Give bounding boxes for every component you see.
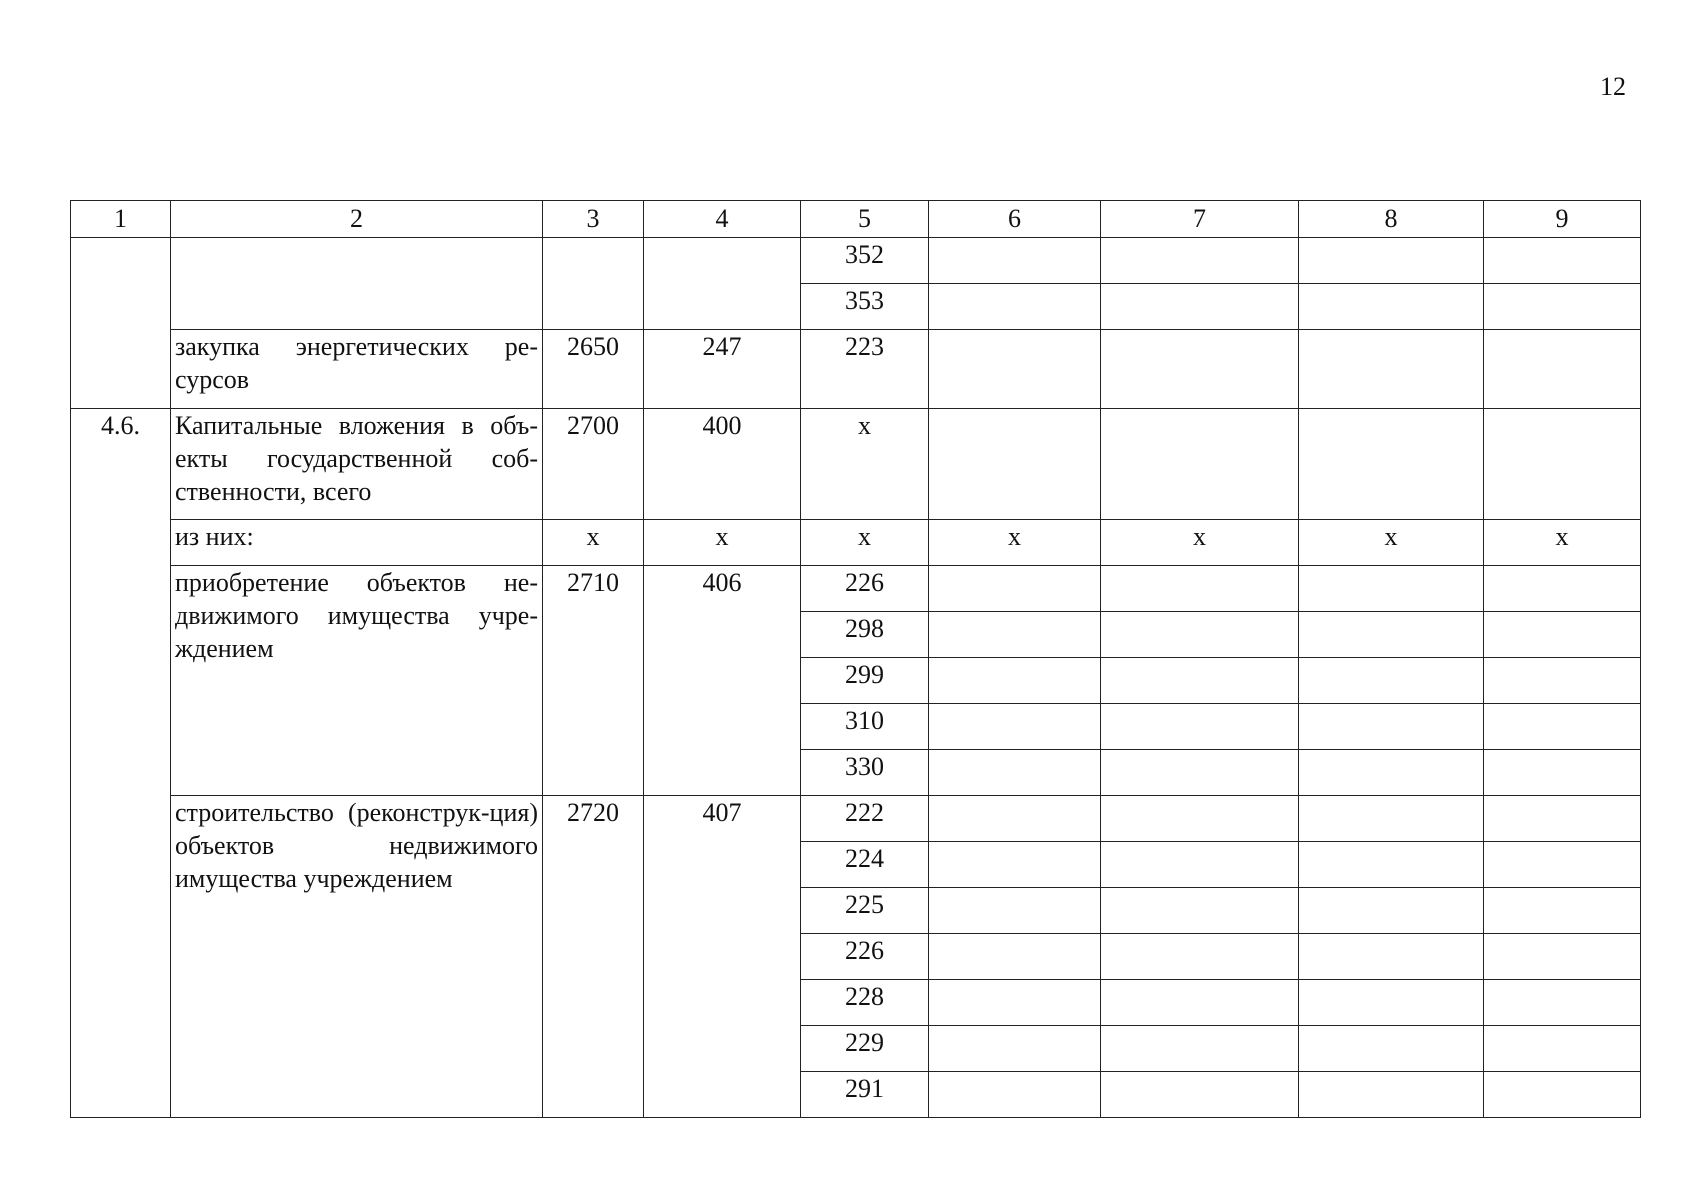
cell-empty bbox=[1101, 1026, 1299, 1072]
cell-code: 228 bbox=[801, 980, 929, 1026]
cell-capital-c5: х bbox=[801, 409, 929, 520]
cell-x: х bbox=[1484, 520, 1641, 566]
cell-energy-c3: 2650 bbox=[543, 330, 644, 409]
cell-empty bbox=[929, 330, 1101, 409]
cell-empty bbox=[1299, 284, 1484, 330]
cell-code: 291 bbox=[801, 1072, 929, 1118]
cell-code: 226 bbox=[801, 566, 929, 612]
cell-code: 298 bbox=[801, 612, 929, 658]
header-cell-7: 7 bbox=[1101, 201, 1299, 238]
cell-empty bbox=[1299, 934, 1484, 980]
header-cell-1: 1 bbox=[71, 201, 171, 238]
cell-empty bbox=[1101, 238, 1299, 284]
cell-empty bbox=[1484, 704, 1641, 750]
cell-empty bbox=[1299, 409, 1484, 520]
cell-empty bbox=[1101, 612, 1299, 658]
cell-empty bbox=[1101, 934, 1299, 980]
cell-empty bbox=[929, 409, 1101, 520]
cell-empty bbox=[929, 796, 1101, 842]
cell-empty bbox=[1101, 842, 1299, 888]
cell-empty bbox=[1101, 658, 1299, 704]
cell-empty bbox=[929, 566, 1101, 612]
cell-empty bbox=[1299, 1072, 1484, 1118]
header-cell-5: 5 bbox=[801, 201, 929, 238]
cell-energy-c5: 223 bbox=[801, 330, 929, 409]
cell-empty bbox=[929, 980, 1101, 1026]
cell-empty bbox=[1299, 888, 1484, 934]
cell-empty bbox=[1101, 566, 1299, 612]
cell-empty bbox=[1484, 284, 1641, 330]
cell-empty bbox=[929, 658, 1101, 704]
cell-empty bbox=[929, 750, 1101, 796]
cell-code: 299 bbox=[801, 658, 929, 704]
cell-empty bbox=[1484, 750, 1641, 796]
cell-code-353: 353 bbox=[801, 284, 929, 330]
cell-acquisition-c3: 2710 bbox=[543, 566, 644, 796]
cell-empty bbox=[1484, 330, 1641, 409]
cell-empty bbox=[1299, 658, 1484, 704]
cell-empty bbox=[1299, 612, 1484, 658]
header-cell-9: 9 bbox=[1484, 201, 1641, 238]
cell-x: х bbox=[929, 520, 1101, 566]
cell-empty bbox=[1299, 704, 1484, 750]
table-row bbox=[71, 238, 1641, 284]
cell-capital-c3: 2700 bbox=[543, 409, 644, 520]
table-row bbox=[71, 330, 1641, 409]
cell-empty bbox=[1484, 658, 1641, 704]
cell-empty bbox=[1484, 1072, 1641, 1118]
header-cell-6: 6 bbox=[929, 201, 1101, 238]
cell-code: 222 bbox=[801, 796, 929, 842]
header-cell-8: 8 bbox=[1299, 201, 1484, 238]
cell-empty bbox=[1101, 409, 1299, 520]
cell-construction-c4: 407 bbox=[644, 796, 801, 1118]
cell-empty bbox=[1101, 750, 1299, 796]
cell-empty bbox=[929, 1026, 1101, 1072]
cell-empty bbox=[1484, 796, 1641, 842]
cell-empty bbox=[1101, 330, 1299, 409]
cell-empty bbox=[929, 842, 1101, 888]
cell-code: 224 bbox=[801, 842, 929, 888]
cell-section-number: 4.6. bbox=[71, 409, 171, 1118]
cell-empty bbox=[1484, 934, 1641, 980]
cell-empty bbox=[1484, 1026, 1641, 1072]
header-cell-3: 3 bbox=[543, 201, 644, 238]
cell-empty bbox=[1299, 330, 1484, 409]
cell-acquisition-name: приобретение объектов не-движимого имущества учре-ждением bbox=[171, 566, 543, 796]
cell-empty bbox=[1299, 796, 1484, 842]
cell-empty bbox=[929, 1072, 1101, 1118]
cell-empty bbox=[1299, 980, 1484, 1026]
page-number: 12 bbox=[1600, 72, 1626, 101]
cell-empty bbox=[1101, 704, 1299, 750]
cell-code: 226 bbox=[801, 934, 929, 980]
cell-code-352: 352 bbox=[801, 238, 929, 284]
cell-c1-continued bbox=[71, 238, 171, 409]
cell-empty bbox=[1299, 566, 1484, 612]
cell-empty bbox=[1484, 842, 1641, 888]
cell-empty bbox=[929, 284, 1101, 330]
cell-empty bbox=[929, 612, 1101, 658]
cell-empty bbox=[1101, 796, 1299, 842]
cell-x: х bbox=[543, 520, 644, 566]
cell-empty bbox=[1101, 888, 1299, 934]
cell-capital-c4: 400 bbox=[644, 409, 801, 520]
cell-code: 225 bbox=[801, 888, 929, 934]
cell-empty bbox=[1484, 980, 1641, 1026]
cell-construction-name: строительство (реконструк-ция) объектов недвижимого имущества учреждением bbox=[171, 796, 543, 1118]
cell-empty bbox=[1484, 566, 1641, 612]
table-row bbox=[71, 566, 1641, 612]
cell-code: 330 bbox=[801, 750, 929, 796]
header-cell-2: 2 bbox=[171, 201, 543, 238]
cell-x: х bbox=[644, 520, 801, 566]
header-cell-4: 4 bbox=[644, 201, 801, 238]
cell-empty bbox=[929, 704, 1101, 750]
cell-empty bbox=[1299, 238, 1484, 284]
cell-c3-continued bbox=[543, 238, 644, 330]
cell-x: х bbox=[1101, 520, 1299, 566]
table-row bbox=[71, 409, 1641, 520]
cell-empty bbox=[1484, 238, 1641, 284]
cell-iz-nih: из них: bbox=[171, 520, 543, 566]
cell-capital-name: Капитальные вложения в объ-екты государственной соб-ственности, всего bbox=[171, 409, 543, 520]
cell-empty bbox=[929, 934, 1101, 980]
cell-empty bbox=[1484, 409, 1641, 520]
cell-code: 310 bbox=[801, 704, 929, 750]
budget-table bbox=[70, 200, 1641, 1118]
cell-empty bbox=[1101, 980, 1299, 1026]
cell-empty bbox=[1484, 888, 1641, 934]
cell-c2-continued bbox=[171, 238, 543, 330]
header-row bbox=[71, 201, 1641, 238]
cell-c4-continued bbox=[644, 238, 801, 330]
cell-code: 229 bbox=[801, 1026, 929, 1072]
table-row bbox=[71, 796, 1641, 842]
cell-empty bbox=[1299, 750, 1484, 796]
table-row bbox=[71, 520, 1641, 566]
cell-empty bbox=[1101, 284, 1299, 330]
cell-construction-c3: 2720 bbox=[543, 796, 644, 1118]
cell-energy-c4: 247 bbox=[644, 330, 801, 409]
cell-empty bbox=[1484, 612, 1641, 658]
cell-empty bbox=[1101, 1072, 1299, 1118]
cell-empty bbox=[1299, 842, 1484, 888]
cell-x: х bbox=[801, 520, 929, 566]
cell-acquisition-c4: 406 bbox=[644, 566, 801, 796]
cell-empty bbox=[929, 888, 1101, 934]
cell-energy-name: закупка энергетических ре-сурсов bbox=[171, 330, 543, 409]
cell-x: х bbox=[1299, 520, 1484, 566]
cell-empty bbox=[1299, 1026, 1484, 1072]
cell-empty bbox=[929, 238, 1101, 284]
